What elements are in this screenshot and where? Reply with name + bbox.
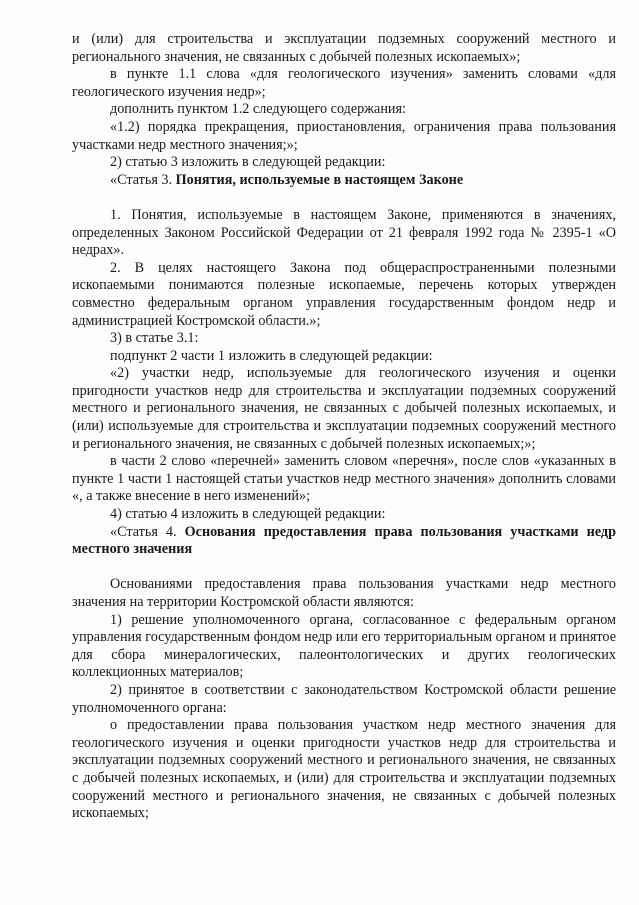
paragraph: и (или) для строительства и эксплуатации подземных сооружений местного и регионального значения, не связанных с добычей полезных ископаемых»; <box>72 31 616 65</box>
article-4-heading <box>72 524 616 559</box>
document-body <box>72 31 616 823</box>
paragraph: подпункт 2 части 1 изложить в следующей редакции: <box>110 347 433 364</box>
paragraph: 1. Понятия, используемые в настоящем Законе, применяются в значениях, определенных Законом Российской Федерации от 21 февраля 1992 года № 2395-1 «О недрах». <box>72 206 616 259</box>
paragraph: в части 2 слово «перечней» заменить словом «перечня», после слов «указанных в пункте 1 части 1 настоящей статьи участков недр местного значения» дополнить словами «, а также внесение в него изменений»; <box>72 453 616 505</box>
paragraph: 2) принятое в соответствии с законодательством Костромской области решение уполномоченного органа: <box>72 681 616 716</box>
paragraph: 2. В целях настоящего Закона под общераспространенными полезными ископаемыми понимаются полезные ископаемые, перечень которых утвержден совместно федеральным органом управления государственным фондом недр и администрацией Костромской области.»; <box>72 259 616 329</box>
paragraph: 1) решение уполномоченного органа, согласованное с федеральным органом управления государственным фондом недр или его территориальным органом и принятое для сбора минералогических, палеонтологических и других геологических коллекционных материалов; <box>72 611 616 681</box>
paragraph: 3) в статье 3.1: <box>110 330 199 347</box>
article-4-lead: «Статья 4. <box>110 523 177 540</box>
paragraph: Основаниями предоставления права пользования участками недр местного значения на территории Костромской области являются: <box>72 576 616 610</box>
paragraph: «1.2) порядка прекращения, приостановления, ограничения права пользования участками недр местного значения;»; <box>72 118 616 153</box>
paragraph: дополнить пунктом 1.2 следующего содержания: <box>110 101 406 118</box>
paragraph: о предоставлении права пользования участком недр местного значения для геологического изучения и оценки пригодности участков недр для строительства и эксплуатации подземных сооружений местного и регионального значения, не связанных с добычей полезных ископаемых, и (или) для строительства и эксплуатации подземных сооружений местного и регионального значения, не связанных с добычей полезных ископаемых; <box>72 717 616 822</box>
paragraph: 4) статью 4 изложить в следующей редакции: <box>110 506 386 523</box>
article-4-title: Основания предоставления права пользования участками недр местного значения <box>72 523 616 558</box>
article-3-title: Понятия, используемые в настоящем Законе <box>175 171 464 188</box>
article-3-lead: «Статья 3. <box>110 171 173 188</box>
paragraph: «2) участки недр, используемые для геологического изучения и оценки пригодности участков недр для строительства и эксплуатации подземных сооружений местного и регионального значения, не связанных с добычей полезных ископаемых, и (или) используемые для строительства и эксплуатации подземных сооружений местного и регионального значения, не связанных с добычей полезных ископаемых;»; <box>72 365 616 452</box>
article-3-heading <box>72 172 616 190</box>
paragraph: 2) статью 3 изложить в следующей редакции: <box>110 154 386 171</box>
paragraph: в пункте 1.1 слова «для геологического изучения» заменить словами «для геологического изучения недр»; <box>72 66 616 100</box>
